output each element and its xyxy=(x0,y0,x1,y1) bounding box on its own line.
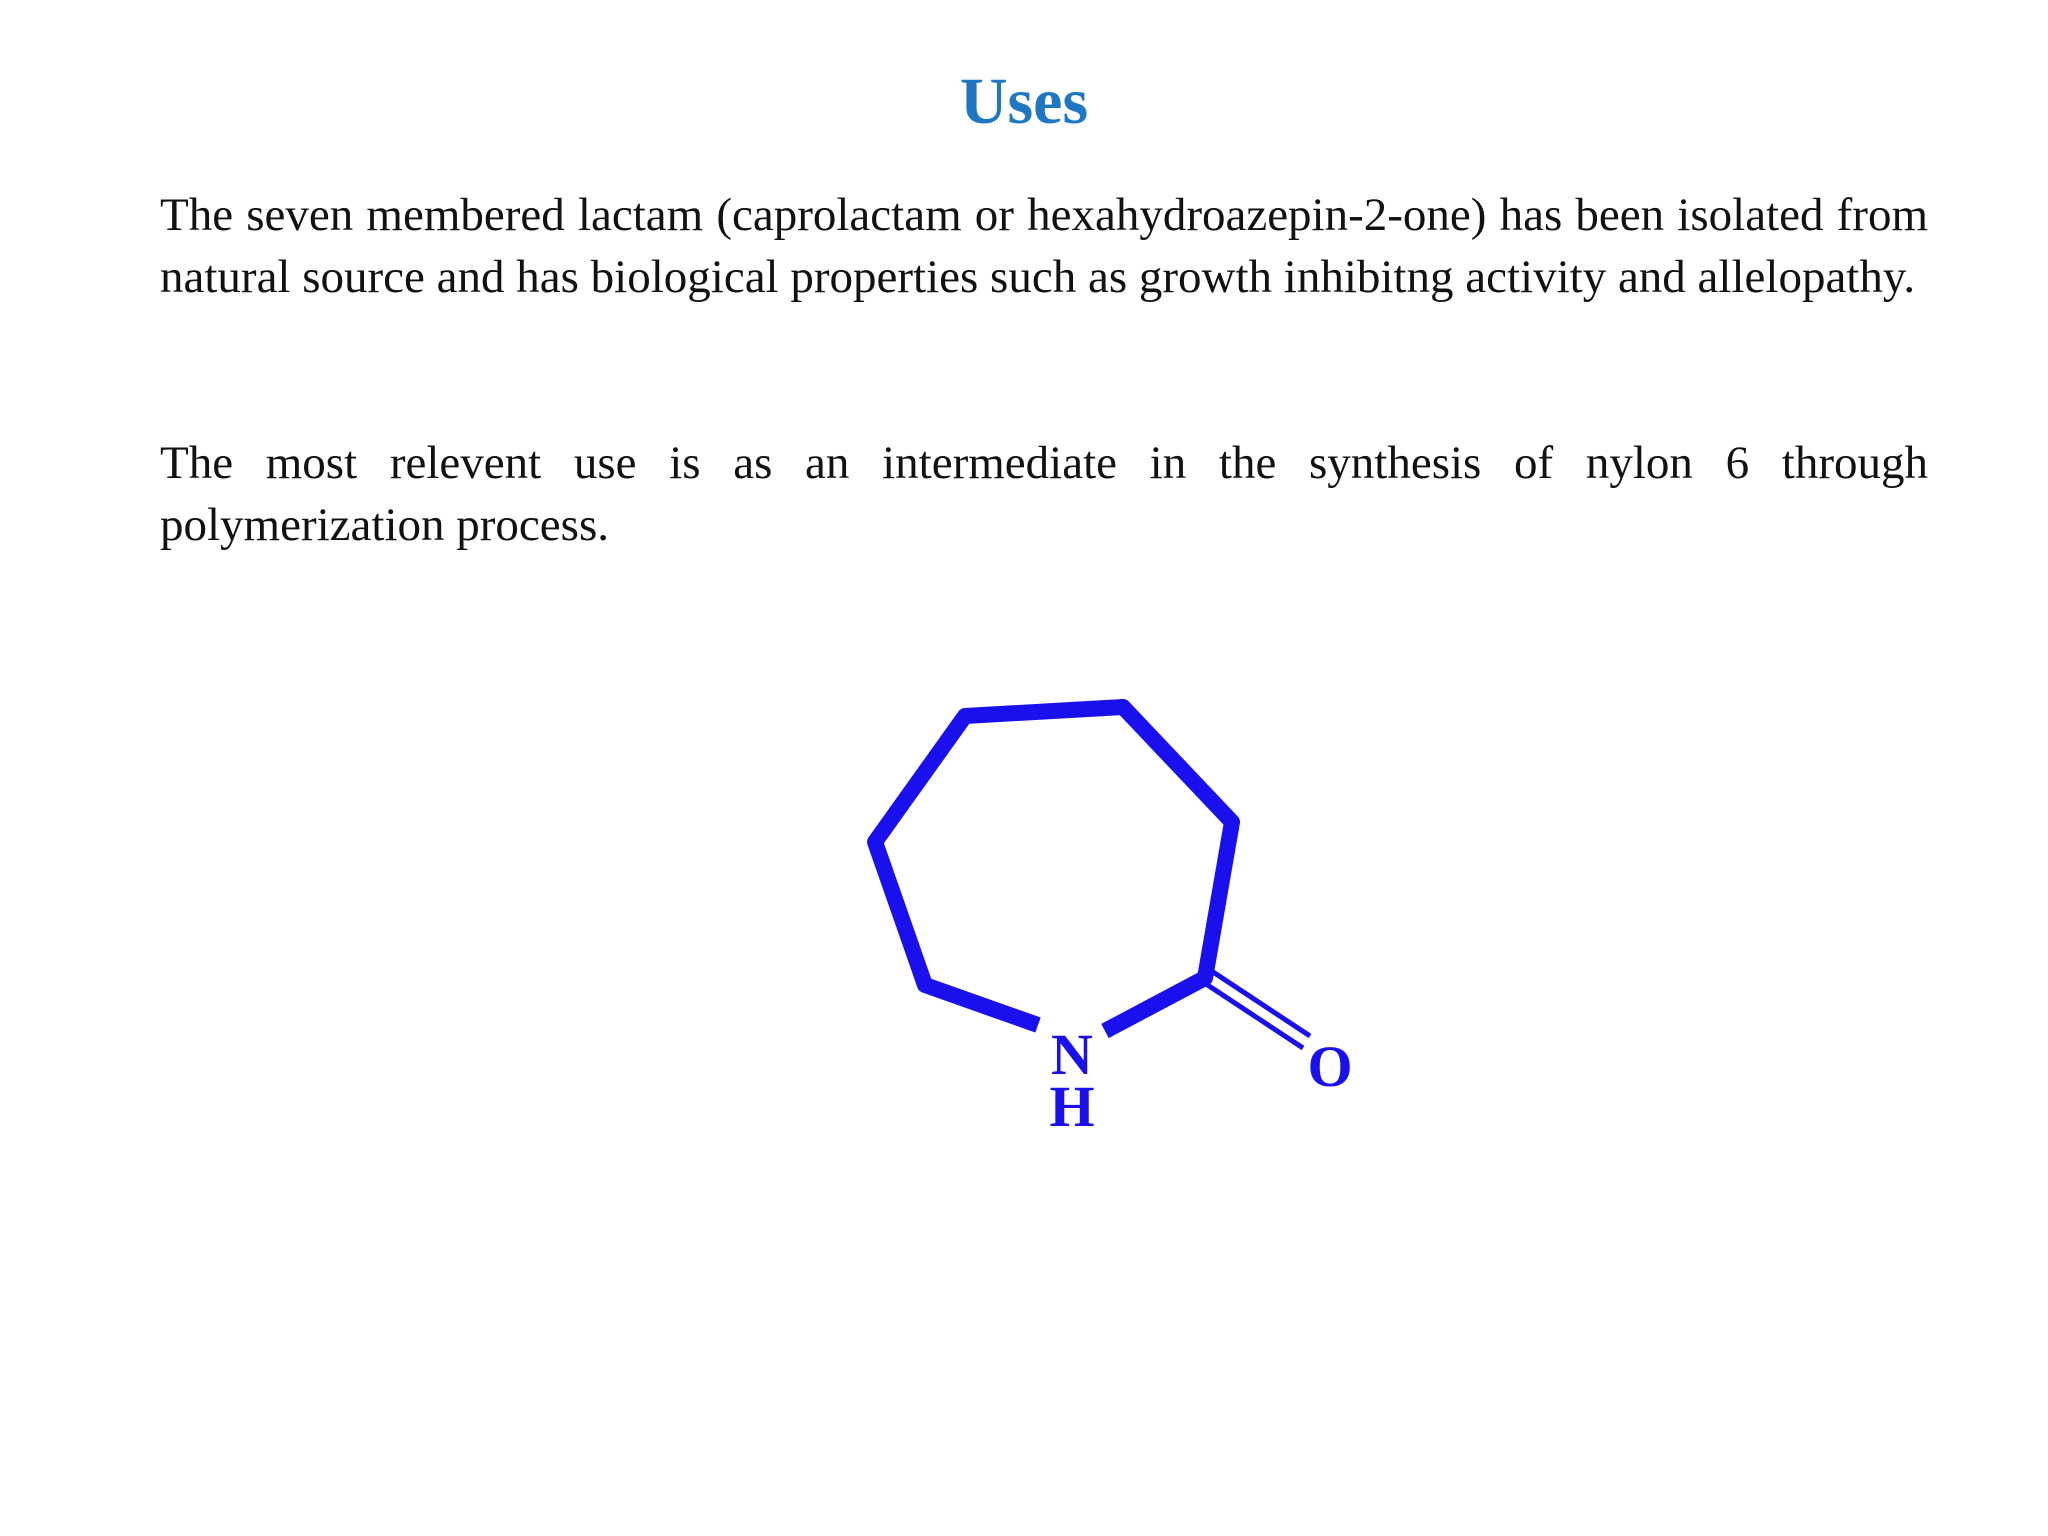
paragraph-caprolactam-description: The seven membered lactam (caprolactam or hexahydroazepin-2-one) has been isolated from natural source and has biological properties such as growth inhibitng activity and allelopathy. xyxy=(160,189,1928,303)
carbonyl-bond-outer xyxy=(1210,970,1310,1036)
hydrogen-atom-label: H xyxy=(1049,1074,1095,1139)
ring-bonds xyxy=(875,707,1232,1031)
paragraph-nylon-use: The most relevent use is as an intermediate in the synthesis of nylon 6 through polymerization process. xyxy=(160,437,1928,551)
carbonyl-bond-inner xyxy=(1203,982,1303,1048)
nitrogen-atom-label: N xyxy=(1051,1022,1093,1087)
slide-title: Uses xyxy=(959,65,1089,138)
oxygen-atom-label: O xyxy=(1307,1034,1353,1099)
